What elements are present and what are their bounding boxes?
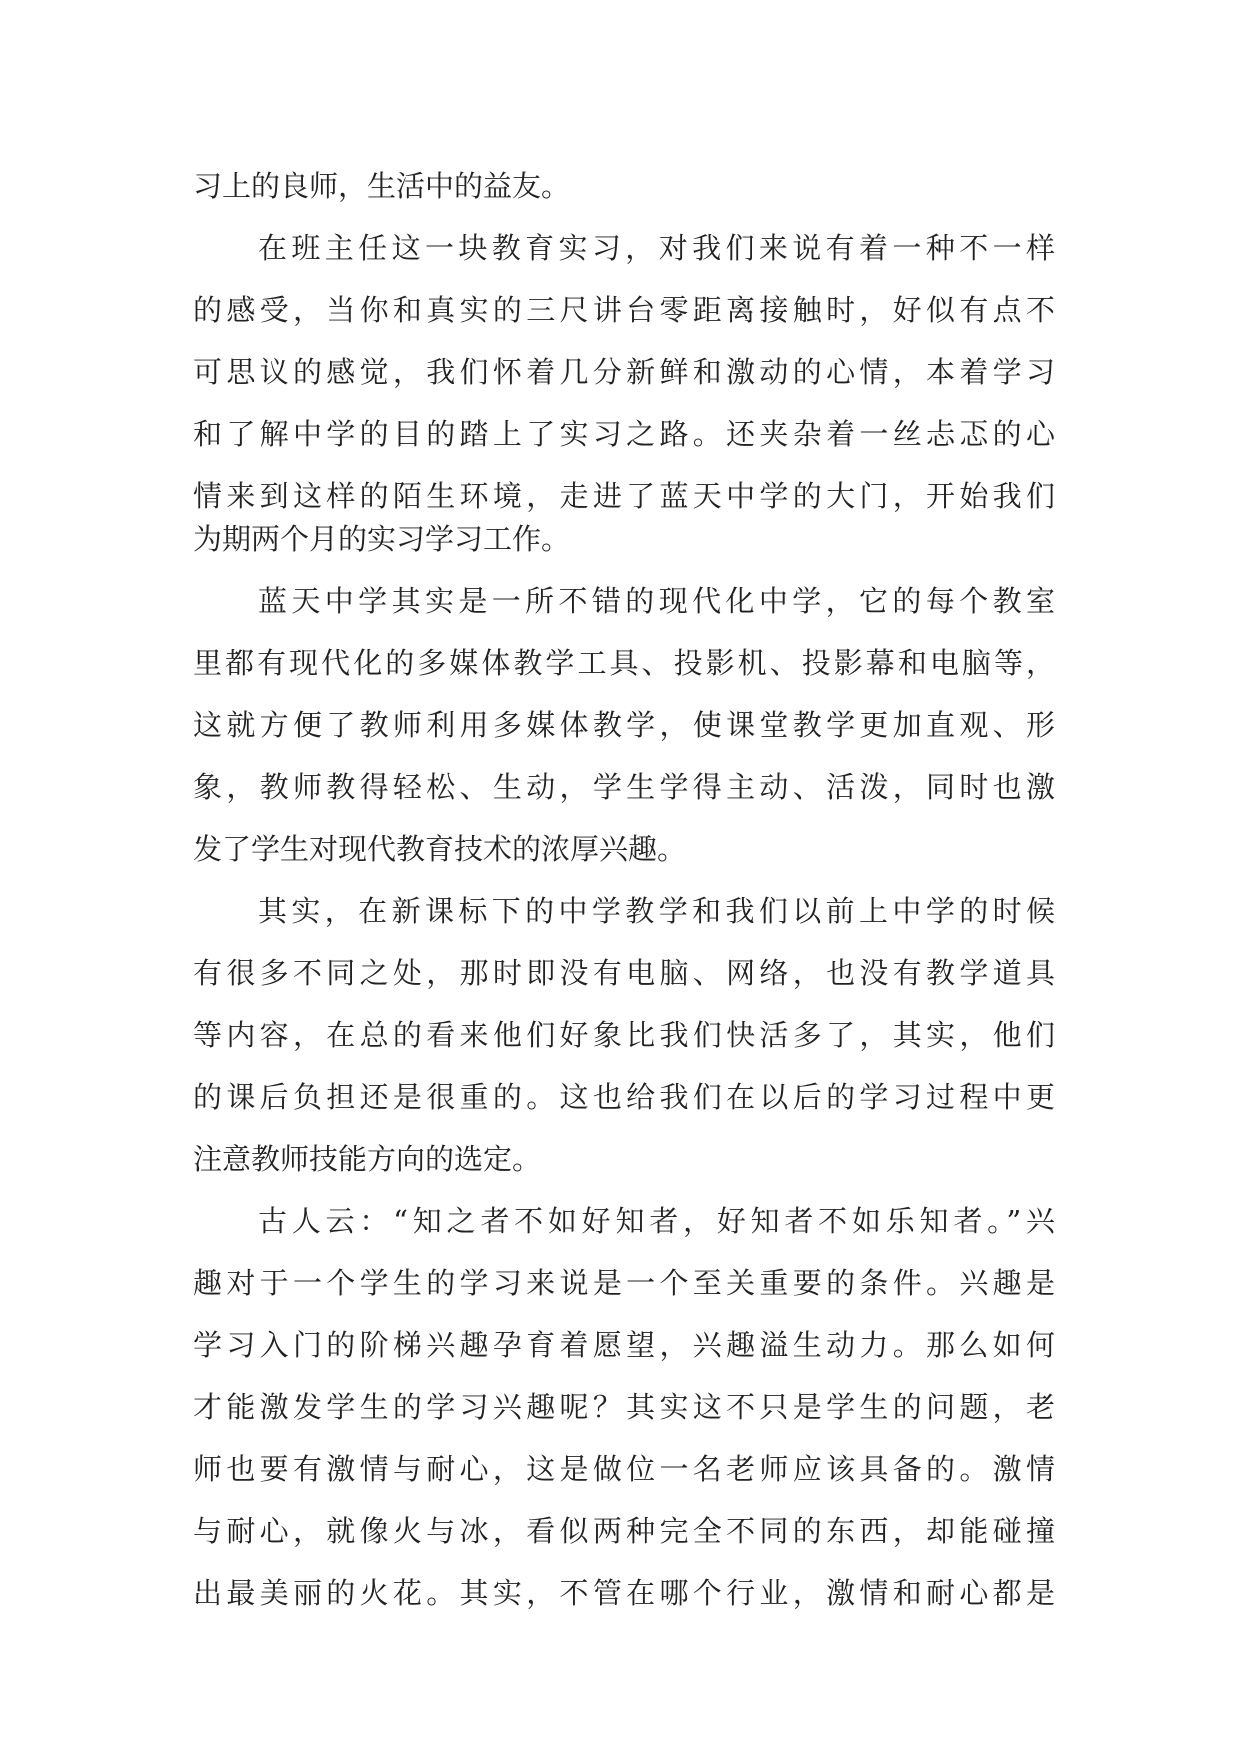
text-line: 发了学生对现代教育技术的浓厚兴趣。 — [193, 832, 687, 866]
text-line: 古人云：“知之者不如好知者，好知者不如乐知者。”兴 — [258, 1204, 1055, 1238]
text-line: 其实，在新课标下的中学教学和我们以前上中学的时候 — [258, 894, 1055, 928]
text-line: 为期两个月的实习学习工作。 — [193, 522, 571, 556]
text-line: 与耐心，就像火与冰，看似两种完全不同的东西，却能碰撞 — [193, 1514, 1055, 1548]
text-line: 的感受，当你和真实的三尺讲台零距离接触时，好似有点不 — [193, 293, 1055, 327]
text-line: 师也要有激情与耐心，这是做位一名老师应该具备的。激情 — [193, 1452, 1055, 1486]
text-line: 象，教师教得轻松、生动，学生学得主动、活泼，同时也激 — [193, 770, 1055, 804]
text-line: 在班主任这一块教育实习，对我们来说有着一种不一样 — [258, 231, 1055, 265]
text-line: 有很多不同之处，那时即没有电脑、网络，也没有教学道具 — [193, 956, 1055, 990]
text-line: 习上的良师，生活中的益友。 — [193, 169, 571, 203]
text-line: 学习入门的阶梯兴趣孕育着愿望，兴趣溢生动力。那么如何 — [193, 1328, 1055, 1362]
text-line: 注意教师技能方向的选定。 — [193, 1142, 542, 1176]
text-line: 这就方便了教师利用多媒体教学，使课堂教学更加直观、形 — [193, 708, 1055, 742]
text-line: 可思议的感觉，我们怀着几分新鲜和激动的心情，本着学习 — [193, 355, 1055, 389]
text-line: 等内容，在总的看来他们好象比我们快活多了，其实，他们 — [193, 1018, 1055, 1052]
text-line: 和了解中学的目的踏上了实习之路。还夹杂着一丝忐忑的心 — [193, 417, 1055, 451]
text-line: 趣对于一个学生的学习来说是一个至关重要的条件。兴趣是 — [193, 1266, 1055, 1300]
text-line: 情来到这样的陌生环境，走进了蓝天中学的大门，开始我们 — [193, 479, 1055, 513]
text-line: 的课后负担还是很重的。这也给我们在以后的学习过程中更 — [193, 1080, 1055, 1114]
text-line: 出最美丽的火花。其实，不管在哪个行业，激情和耐心都是 — [193, 1576, 1055, 1610]
text-line: 里都有现代化的多媒体教学工具、投影机、投影幕和电脑等， — [193, 646, 1055, 680]
text-line: 才能激发学生的学习兴趣呢？其实这不只是学生的问题，老 — [193, 1390, 1055, 1424]
text-line: 蓝天中学其实是一所不错的现代化中学，它的每个教室 — [258, 584, 1055, 618]
